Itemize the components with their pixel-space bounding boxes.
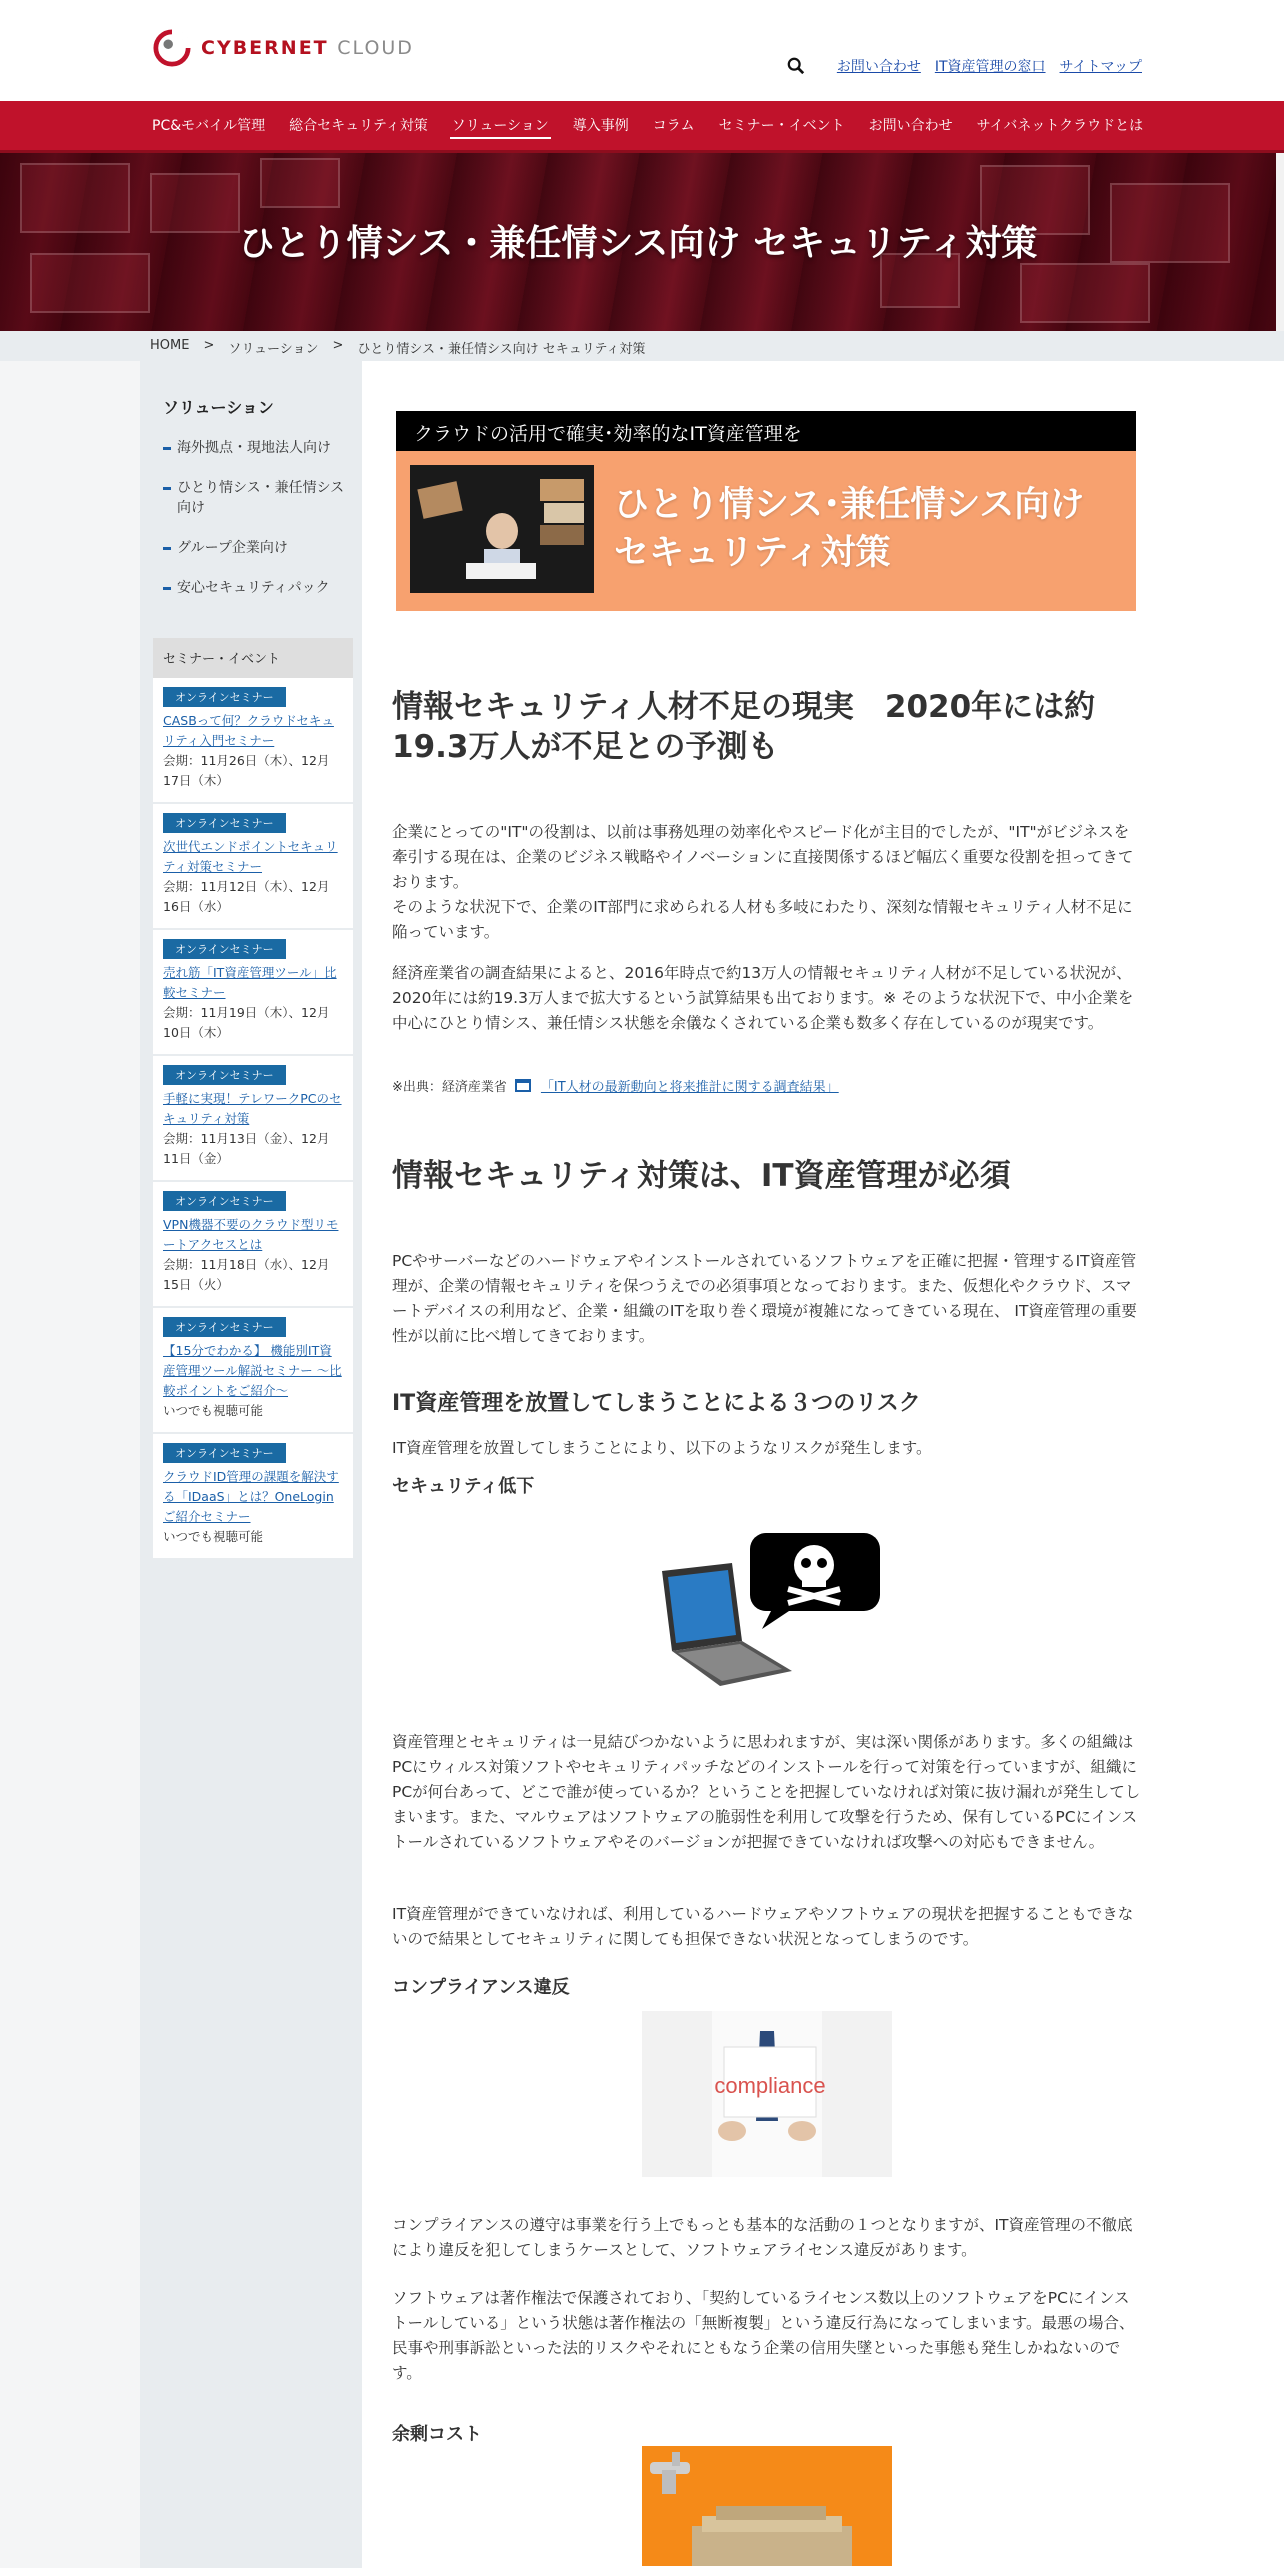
sidebar-title: ソリューション	[163, 398, 274, 417]
event-link[interactable]: VPN機器不要のクラウド型リモートアクセスとは	[163, 1217, 339, 1252]
breadcrumb-home[interactable]: HOME	[150, 338, 190, 353]
event-date: 会期：11月18日（水）、12月15日（火）	[163, 1257, 330, 1292]
header-link-sitemap[interactable]: サイトマップ	[1059, 59, 1142, 75]
event-link[interactable]: 売れ筋「IT資産管理ツール」比較セミナー	[163, 965, 337, 1000]
event-link[interactable]: 次世代エンドポイントセキュリティ対策セミナー	[163, 839, 338, 874]
compliance-photo	[642, 2011, 892, 2177]
breadcrumb-solutions[interactable]: ソリューション	[228, 342, 319, 357]
breadcrumb	[150, 338, 645, 357]
event-item	[153, 1182, 353, 1308]
event-badge: オンラインセミナー	[163, 1191, 286, 1211]
event-link[interactable]: クラウドID管理の課題を解決する「IDaaS」とは？OneLoginご紹介セミナー	[163, 1469, 339, 1524]
event-badge: オンラインセミナー	[163, 813, 286, 833]
sidebar-item-solo-it[interactable]: ひとり情シス・兼任情シス向け	[153, 478, 353, 518]
paragraph: コンプライアンスの遵守は事業を行う上でもっとも基本的な活動の１つとなりますが、IT資産管理の不徹底により違反を犯してしまうケースとして、ソフトウェアライセンス違反があります。	[392, 2216, 1133, 2259]
event-badge: オンラインセミナー	[163, 939, 286, 959]
surplus-cost-drawing	[642, 2446, 892, 2566]
breadcrumb-current: ひとり情シス・兼任情シス向け セキュリティ対策	[357, 342, 646, 357]
event-item	[153, 678, 353, 804]
event-date: 会期：11月12日（木）、12月16日（水）	[163, 879, 330, 914]
logo-mark-icon	[153, 29, 191, 67]
nav-item-solutions[interactable]: ソリューション	[440, 101, 561, 149]
event-badge: オンラインセミナー	[163, 1065, 286, 1085]
nav-item-cases[interactable]: 導入事例	[572, 118, 629, 134]
nav-item-column[interactable]: コラム	[652, 118, 695, 134]
nav-item-seminar[interactable]: セミナー・イベント	[718, 118, 845, 134]
event-list	[153, 638, 353, 1560]
global-nav	[0, 101, 1284, 153]
risk-heading-surplus-cost: 余剰コスト	[392, 2424, 482, 2445]
compliance-word: compliance	[714, 2073, 826, 2098]
paragraph: IT資産管理を放置してしまうことにより、以下のようなリスクが発生します。	[392, 1439, 932, 1457]
paragraph: IT資産管理ができていなければ、利用しているハードウェアやソフトウェアの現状を把握することもできないので結果としてセキュリティに関しても担保できない状況となってしまうのです。	[392, 1905, 1134, 1948]
event-date: 会期：11月26日（木）、12月17日（木）	[163, 753, 330, 788]
surplus-cost-illustration	[642, 2446, 892, 2566]
stressed-worker-photo	[410, 465, 594, 593]
paragraph: 資産管理とセキュリティは一見結びつかないように思われますが、実は深い関係があります。多くの組織はPCにウィルス対策ソフトやセキュリティパッチなどのインストールを行って対策を行っていますが、組織にPCが何台あって、どこで誰が使っているか？ということを把握していなければ対策に抜け漏れが発生してしまいます。また、マルウェアはソフトウェアの脆弱性を利用して攻撃を行うため、保有しているPCにインストールされているソフトウェアやそのバージョンが把握できていなければ攻撃への対応もできません。	[392, 1733, 1141, 1851]
event-badge: オンラインセミナー	[163, 1443, 286, 1463]
paragraph: ソフトウェアは著作権法で保護されており、「契約しているライセンス数以上のソフトウェアをPCにインストールしている」という状態は著作権法の「無断複製」という違反行為になってしまいます。最悪の場合、民事や刑事訴訟といった法的リスクやそれにともなう企業の信用失墜といった事態も発生しかねないのです。	[392, 2289, 1135, 2382]
event-badge: オンラインセミナー	[163, 1317, 286, 1337]
hero-edge	[1276, 153, 1284, 331]
section-heading-it-asset-management: 情報セキュリティ対策は、IT資産管理が必須	[392, 1158, 1011, 1194]
compliance-photo-drawing	[642, 2011, 892, 2177]
breadcrumb-separator: >	[332, 338, 344, 353]
page-title: ひとり情シス・兼任情シス向け セキュリティ対策	[238, 223, 1038, 264]
source-link[interactable]: 「IT人材の最新動向と将来推計に関する調査結果」	[540, 1080, 839, 1095]
page-gutter	[0, 361, 140, 2568]
nav-item-security[interactable]: 総合セキュリティ対策	[289, 118, 428, 134]
header-utility-links	[787, 56, 1142, 76]
event-link[interactable]: 手軽に実現！テレワークPCのセキュリティ対策	[163, 1091, 342, 1126]
header-link-contact[interactable]: お問い合わせ	[836, 59, 921, 75]
event-date: いつでも視聴可能	[163, 1403, 264, 1418]
event-date: 会期：11月13日（金）、12月11日（金）	[163, 1131, 330, 1166]
sidebar	[153, 361, 353, 618]
risk-heading-security: セキュリティ低下	[392, 1476, 535, 1497]
banner-heading: ひとり情シス･兼任情シス向け セキュリティ対策	[614, 485, 1085, 573]
paragraph: PCやサーバーなどのハードウェアやインストールされているソフトウェアを正確に把握・管理するIT資産管理が、企業の情報セキュリティを保つうえでの必須事項となっております。また、仮想化やクラウド、スマートデバイスの利用など、企業・組織のITを取り巻く環境が複雑になってきている現在、 IT資産管理の重要性が以前に比べ増してきております。	[392, 1252, 1137, 1345]
event-item	[153, 1056, 353, 1182]
paragraph: 企業にとっての"IT"の役割は、以前は事務処理の効率化やスピード化が主目的でしたが、"IT"がビジネスを牽引する現在は、企業のビジネス戦略やイノベーションに直接関係するほど幅広く重要な役割を担ってきております。	[392, 823, 1134, 891]
lead-banner	[396, 411, 1136, 611]
paragraph: 経済産業省の調査結果によると、2016年時点で約13万人の情報セキュリティ人材が不足している状況が、2020年には約19.3万人まで拡大するという試算結果も出ております。※ そのような状況下で、中小企業を中心にひとり情シス、兼任情シス状態を余儀なくされている企業も数多く存在しているのが現実です。	[392, 964, 1134, 1032]
event-date: 会期：11月19日（木）、12月10日（木）	[163, 1005, 330, 1040]
external-doc-icon	[515, 1079, 533, 1093]
sidebar-item-overseas[interactable]: 海外拠点・現地法人向け	[153, 438, 353, 458]
header-link-it-asset-window[interactable]: IT資産管理の窓口	[934, 59, 1046, 75]
event-list-title: セミナー・イベント	[153, 638, 353, 678]
hero-banner	[0, 153, 1276, 331]
nav-item-contact[interactable]: お問い合わせ	[868, 118, 953, 134]
event-item	[153, 1308, 353, 1434]
risk-heading-compliance: コンプライアンス違反	[392, 1977, 570, 1998]
source-note	[392, 1076, 839, 1095]
site-logo[interactable]	[153, 24, 414, 72]
subsection-heading-three-risks: IT資産管理を放置してしまうことによる３つのリスク	[392, 1391, 921, 1416]
event-link[interactable]: 【15分でわかる】 機能別IT資産管理ツール解説セミナー ～比較ポイントをご紹介～	[163, 1343, 342, 1398]
nav-item-pc-mobile[interactable]: PC&モバイル管理	[152, 118, 266, 134]
sidebar-menu	[153, 438, 353, 598]
laptop-malware-illustration	[642, 1531, 892, 1691]
event-item	[153, 1434, 353, 1560]
breadcrumb-bar	[0, 331, 1284, 361]
search-icon[interactable]	[787, 57, 805, 75]
banner-tagline: クラウドの活用で確実･効率的なIT資産管理を	[396, 411, 1136, 451]
event-date: いつでも視聴可能	[163, 1529, 264, 1544]
event-badge: オンラインセミナー	[163, 687, 286, 707]
event-item	[153, 804, 353, 930]
paragraph: そのような状況下で、企業のIT部門に求められる人材も多岐にわたり、深刻な情報セキュリティ人材不足に陥っています。	[392, 898, 1133, 941]
event-item	[153, 930, 353, 1056]
nav-item-about[interactable]: サイバネットクラウドとは	[976, 118, 1144, 134]
event-link[interactable]: CASBって何？クラウドセキュリティ入門セミナー	[163, 713, 334, 748]
section-heading-talent-shortage: 情報セキュリティ人材不足の現実 2020年には約19.3万人が不足との予測も	[392, 689, 1096, 765]
source-label: ※出典：経済産業省	[392, 1080, 507, 1095]
logo-text: CYBERNET CLOUD	[201, 37, 414, 59]
breadcrumb-separator: >	[203, 338, 215, 353]
sidebar-item-security-pack[interactable]: 安心セキュリティパック	[153, 578, 353, 598]
site-header	[0, 0, 1284, 100]
sidebar-item-group[interactable]: グループ企業向け	[153, 538, 353, 558]
